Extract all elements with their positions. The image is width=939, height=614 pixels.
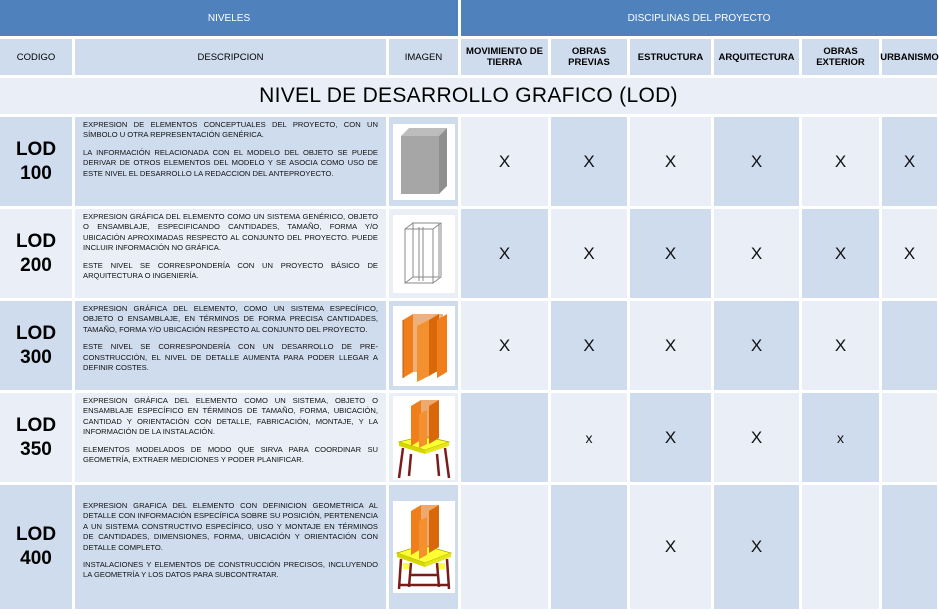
lod-400-code-label: LOD [15, 524, 57, 545]
lod-200-code-label: LOD [15, 230, 57, 252]
lod-200-desc-p2: ESTE NIVEL SE CORRESPONDERÍA CON UN PROYECTO BÁSICO DE ARQUITECTURA O INGENIERÍA. [83, 260, 378, 281]
detailed-beam-assembly-icon [393, 501, 455, 593]
lod-200-mark-obras-exterior [802, 209, 879, 298]
disciplinas-header-text: DISCIPLINAS DEL PROYECTO [627, 12, 771, 24]
lod-300-mark-arquitectura-text: X [750, 335, 763, 355]
lod-350-mark-movimiento [461, 393, 548, 482]
gray-cube-icon [393, 124, 455, 200]
col-movimiento-header [461, 39, 548, 75]
lod-350-mark-estructura [630, 393, 711, 482]
lod-400-desc-p2: INSTALACIONES Y ELEMENTOS DE CONSTRUCCIÓN PRECISOS, INCLUYENDO LA GEOMETRÍA Y LOS DATOS PARA SUBCONTRATAR. [83, 560, 378, 580]
lod-400-image [389, 485, 458, 609]
lod-350-mark-arquitectura-text: X [750, 427, 763, 447]
col-imagen-text: IMAGEN [404, 51, 443, 63]
col-obras-exterior-text: OBRAS EXTERIOR [816, 46, 865, 68]
lod-350-image [389, 393, 458, 482]
col-descripcion-text: DESCRIPCION [197, 51, 264, 63]
lod-100-mark-obras-exterior-text: X [834, 151, 847, 171]
lod-200-mark-obras-exterior-text: X [834, 243, 847, 263]
beam-with-base-icon [393, 396, 455, 480]
lod-100-desc-p1: EXPRESION DE ELEMENTOS CONCEPTUALES DEL PROYECTO, CON UN SÍMBOLO U OTRA REPRESENTACIÓN GENÉRICA. [83, 120, 378, 140]
lod-400-mark-estructura [630, 485, 711, 609]
lod-200-mark-estructura-text: X [664, 243, 677, 263]
lod-350-code [0, 393, 72, 482]
lod-300-mark-arquitectura [714, 301, 799, 390]
lod-200-mark-arquitectura-text: X [750, 243, 763, 263]
lod-200-mark-obras-previas-text: X [583, 243, 595, 263]
lod-350-desc-p2: ELEMENTOS MODELADOS DE MODO QUE SIRVA PARA COORDINAR SU GEOMETRÍA, EXTRAER MEDICIONES Y PODER PLANIFICAR. [83, 444, 378, 465]
lod-400-desc-p1: EXPRESION GRAFICA DEL ELEMENTO CON DEFINICION GEOMETRICA AL DETALLE CON INFORMACIÓN ESPECÍFICA SOBRE SU POSICIÓN, PERTENENCIA A UN SISTEMA CONSTRUCTIVO ESPECÍFICO, USO Y MONTAJE EN TÉRMINOS DE CANTIDADES, DIMENSIONES, FORMA, UBICACIÓN Y ORIENTACIÓN CON DETALLE COMPLETO. [83, 501, 378, 552]
lod-100-mark-arquitectura [714, 117, 799, 206]
lod-100-mark-arquitectura-text: X [750, 151, 763, 171]
lod-100-mark-obras-previas-text: X [583, 151, 595, 171]
lod-200-mark-estructura [630, 209, 711, 298]
lod-300-mark-movimiento-text: X [498, 335, 511, 355]
lod-300-description [75, 301, 386, 390]
lod-400-mark-arquitectura-text: X [750, 537, 763, 556]
col-descripcion-header [75, 39, 386, 75]
lod-400-mark-urbanismo [882, 485, 937, 609]
lod-100-mark-urbanismo [882, 117, 937, 206]
orange-h-beam-icon [393, 306, 455, 386]
lod-100-mark-estructura [630, 117, 711, 206]
lod-350-mark-obras-exterior-text: x [837, 429, 844, 446]
lod-300-code-label: LOD [15, 322, 57, 344]
lod-400-mark-movimiento [461, 485, 548, 609]
col-estructura-text: ESTRUCTURA [637, 51, 704, 63]
lod-100-code [0, 117, 72, 206]
lod-200-code [0, 209, 72, 298]
col-arquitectura-text: ARQUITECTURA [718, 51, 795, 63]
lod-200-mark-urbanismo-text: X [903, 243, 916, 263]
lod-300-image [389, 301, 458, 390]
lod-100-mark-movimiento [461, 117, 548, 206]
table-title [0, 78, 937, 114]
lod-300-mark-obras-exterior [802, 301, 879, 390]
col-codigo-header [0, 39, 72, 75]
lod-300-mark-obras-previas-text: X [583, 335, 595, 355]
lod-300-code-number: 300 [20, 346, 52, 368]
lod-100-desc-p2: LA INFORMACIÓN RELACIONADA CON EL MODELO DEL OBJETO SE PUEDE DERIVAR DE OTROS ELEMENTOS DEL MODELO Y SE ASOCIA COMO USO DE ESTE NIVEL EL DESARROLLO LA REDACCION DEL ANTEPROYECTO. [83, 147, 378, 178]
lod-400-mark-estructura-text: X [664, 537, 677, 556]
lod-400-mark-arquitectura [714, 485, 799, 609]
lod-350-code-label: LOD [15, 414, 57, 436]
table-title-text: NIVEL DE DESARROLLO GRAFICO (LOD) [259, 84, 678, 107]
col-obras-previas-text: OBRAS PREVIAS [568, 46, 610, 68]
col-obras-previas-header [551, 39, 627, 75]
lod-100-description [75, 117, 386, 206]
col-urbanismo-header [882, 39, 937, 75]
lod-200-mark-movimiento [461, 209, 548, 298]
lod-200-image [389, 209, 458, 298]
lod-200-desc-p1: EXPRESION GRÁFICA DEL ELEMENTO COMO UN SISTEMA GENÉRICO, OBJETO O ENSAMBLAJE, ESPECIFICANDO CANTIDADES, TAMAÑO, FORMA Y/O UBICACIÓN APROXIMADAS RESPECTO AL CONJUNTO DEL PROYECTO. PUEDE INCLUIR INFORMACIÓN NO GRÁFICA. [83, 212, 378, 253]
wireframe-column-icon [393, 215, 455, 293]
lod-400-code-number: 400 [20, 548, 52, 569]
col-arquitectura-header [714, 39, 799, 75]
lod-200-mark-arquitectura [714, 209, 799, 298]
lod-350-desc-p1: EXPRESION GRÁFICA DEL ELEMENTO COMO UN SISTEMA, OBJETO O ENSAMBLAJE ESPECÍFICO EN TÉRMINOS DE TAMAÑO, FORMA, UBICACIÓN, CANTIDAD Y ORIENTACIÓN CON DETALLE, FABRICACIÓN, MONTAJE, Y LA INFORMACIÓN DE LA INSTALACIÓN. [83, 396, 378, 437]
lod-300-mark-estructura [630, 301, 711, 390]
lod-400-mark-obras-previas [551, 485, 627, 609]
lod-100-image [389, 117, 458, 206]
lod-100-mark-obras-exterior [802, 117, 879, 206]
col-movimiento-text: MOVIMIENTO DE TIERRA [466, 46, 543, 68]
lod-200-code-number: 200 [20, 254, 52, 276]
col-codigo-text: CODIGO [16, 51, 56, 63]
lod-300-code [0, 301, 72, 390]
col-obras-exterior-header [802, 39, 879, 75]
lod-350-mark-arquitectura [714, 393, 799, 482]
lod-400-description [75, 485, 386, 609]
lod-300-mark-estructura-text: X [664, 335, 677, 355]
lod-300-desc-p1: EXPRESION GRÁFICA DEL ELEMENTO, COMO UN SISTEMA ESPECÍFICO, OBJETO O ENSAMBLAJE, EN TÉRMINOS DE FORMA PRECISA CANTIDADES, TAMAÑO, FORMA Y/O UBICACIÓN RESPECTO AL CONJUNTO DEL PROYECTO. [83, 304, 378, 334]
niveles-header-text: NIVELES [207, 12, 251, 24]
lod-100-mark-obras-previas [551, 117, 627, 206]
lod-100-code-label: LOD [15, 138, 57, 160]
lod-350-mark-obras-previas-text: x [585, 429, 593, 446]
col-estructura-header [630, 39, 711, 75]
lod-200-description [75, 209, 386, 298]
lod-200-mark-urbanismo [882, 209, 937, 298]
lod-400-mark-obras-exterior [802, 485, 879, 609]
niveles-header [0, 0, 458, 36]
lod-300-desc-p2: ESTE NIVEL SE CORRESPONDERÍA CON UN DESARROLLO DE PRE-CONSTRUCCIÓN, EL NIVEL DE DETALLE AUMENTA PARA PODER LLEGAR A DEFINIR COSTES. [83, 342, 378, 373]
lod-300-mark-urbanismo [882, 301, 937, 390]
lod-200-mark-obras-previas [551, 209, 627, 298]
disciplinas-header [461, 0, 937, 36]
lod-100-mark-urbanismo-text: X [903, 151, 916, 171]
lod-100-mark-movimiento-text: X [498, 151, 511, 171]
col-imagen-header [389, 39, 458, 75]
lod-350-mark-urbanismo [882, 393, 937, 482]
col-urbanismo-text: URBANISMO [880, 51, 939, 63]
lod-300-mark-obras-previas [551, 301, 627, 390]
lod-400-code [0, 485, 72, 609]
lod-100-mark-estructura-text: X [664, 151, 677, 171]
lod-100-code-number: 100 [20, 162, 52, 184]
lod-200-mark-movimiento-text: X [498, 243, 511, 263]
lod-300-mark-obras-exterior-text: X [834, 335, 847, 355]
lod-350-mark-estructura-text: X [664, 427, 677, 447]
lod-300-mark-movimiento [461, 301, 548, 390]
lod-350-code-number: 350 [20, 438, 52, 460]
lod-350-mark-obras-exterior [802, 393, 879, 482]
lod-350-description [75, 393, 386, 482]
lod-350-mark-obras-previas [551, 393, 627, 482]
